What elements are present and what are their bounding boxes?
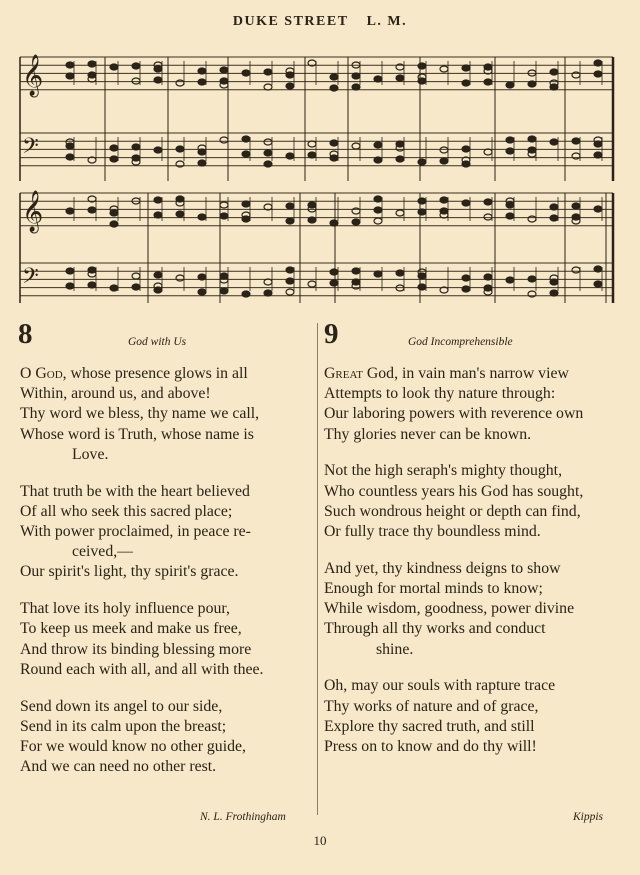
note-head (88, 61, 96, 67)
note-head (374, 218, 382, 224)
verse-line: Our laboring powers with reverence own (324, 405, 584, 423)
note-head (176, 196, 184, 202)
verse-line: Oh, may our souls with rapture trace (324, 677, 556, 695)
note-head (176, 211, 184, 217)
note-head (242, 70, 250, 76)
note-head (286, 203, 294, 209)
verse-line: Send in its calm upon the breast; (20, 717, 227, 735)
stanza (324, 559, 616, 660)
bass-clef-icon: 𝄢 (22, 134, 39, 164)
verse-line: That love its holy influence pour, (20, 600, 230, 618)
note-head (506, 148, 514, 154)
note-head (66, 268, 74, 274)
note-head (528, 147, 536, 153)
verse-line: Round each with all, and all with thee. (20, 660, 264, 678)
note-head (308, 141, 316, 147)
note-head (462, 80, 470, 86)
note-head (176, 275, 184, 281)
note-head (550, 69, 558, 75)
verse-line: Great God, in vain man's narrow view (324, 365, 569, 382)
note-head (264, 139, 272, 145)
note-head (110, 64, 118, 70)
note-head (308, 152, 316, 158)
note-head (132, 144, 140, 150)
note-head (374, 142, 382, 148)
note-head (594, 60, 602, 66)
note-head (396, 75, 404, 81)
note-head (308, 281, 316, 287)
verse-line: Enough for mortal minds to know; (324, 580, 543, 598)
note-head (308, 217, 316, 223)
note-head (418, 284, 426, 290)
music-score (0, 0, 640, 310)
verse-line: And yet, thy kindness deigns to show (324, 559, 561, 577)
treble-clef-icon: 𝄞 (22, 55, 44, 96)
note-head (374, 207, 382, 213)
note-head (352, 73, 360, 79)
note-head (242, 136, 250, 142)
verse-line: Press on to know and do thy will! (324, 738, 537, 756)
note-head (418, 159, 426, 165)
note-head (154, 212, 162, 218)
note-head (550, 215, 558, 221)
note-head (572, 203, 580, 209)
note-head (66, 208, 74, 214)
note-head (264, 161, 272, 167)
column-divider (317, 323, 318, 815)
note-head (220, 78, 228, 84)
hymn-9-author: Kippis (573, 811, 604, 823)
note-head (132, 155, 140, 161)
note-head (88, 282, 96, 288)
page-number: 10 (313, 833, 327, 848)
note-head (528, 81, 536, 87)
note-head (242, 201, 250, 207)
note-head (396, 156, 404, 162)
hymn-8-text (20, 364, 312, 794)
note-head (550, 139, 558, 145)
note-head (528, 276, 536, 282)
note-head (528, 136, 536, 142)
note-head (132, 273, 140, 279)
verse-line: Or fully trace thy boundless mind. (324, 523, 541, 541)
note-head (154, 197, 162, 203)
note-head (110, 285, 118, 291)
note-head (198, 68, 206, 74)
note-head (440, 197, 448, 203)
note-head (572, 214, 580, 220)
note-head (88, 267, 96, 273)
note-head (176, 146, 184, 152)
note-head (132, 284, 140, 290)
note-head (88, 72, 96, 78)
note-head (264, 84, 272, 90)
note-head (220, 273, 228, 279)
note-head (374, 157, 382, 163)
note-head (154, 147, 162, 153)
tune-name: DUKE STREET (232, 14, 349, 29)
note-head (330, 280, 338, 286)
treble-clef-icon: 𝄞 (22, 191, 44, 232)
note-head (484, 64, 492, 70)
note-head (572, 138, 580, 144)
verse-line: O God, whose presence glows in all (20, 365, 248, 382)
note-head (594, 71, 602, 77)
note-head (440, 158, 448, 164)
note-head (374, 271, 382, 277)
note-head (220, 202, 228, 208)
hymn-number-8: 8 (18, 318, 33, 350)
note-head (198, 214, 206, 220)
note-head (66, 73, 74, 79)
note-head (88, 207, 96, 213)
note-head (66, 283, 74, 289)
verse-line: Of all who seek this sacred place; (20, 502, 233, 520)
note-head (66, 154, 74, 160)
note-head (198, 160, 206, 166)
note-head (462, 65, 470, 71)
hymn-8-author: N. L. Frothingham (200, 811, 286, 823)
note-head (484, 285, 492, 291)
hymn-number-9: 9 (324, 318, 339, 350)
note-head (396, 210, 404, 216)
note-head (220, 67, 228, 73)
verse-line: With power proclaimed, in peace re- (20, 523, 251, 541)
verse-line: Our spirit's light, thy spirit's grace. (20, 563, 239, 581)
note-head (198, 274, 206, 280)
note-head (176, 80, 184, 86)
verse-line: Not the high seraph's mighty thought, (324, 462, 563, 480)
note-head (572, 267, 580, 273)
note-head (506, 137, 514, 143)
note-head (220, 213, 228, 219)
note-head (198, 79, 206, 85)
note-head (396, 270, 404, 276)
verse-line: Such wondrous height or depth can find, (324, 502, 581, 520)
note-head (484, 214, 492, 220)
note-head (264, 290, 272, 296)
note-head (330, 85, 338, 91)
verse-line: ceived,— (72, 543, 133, 561)
verse-line: That truth be with the heart believed (20, 482, 250, 500)
note-head (110, 221, 118, 227)
hymn-subtitle-9: God Incomprehensible (408, 336, 513, 348)
note-head (594, 266, 602, 272)
note-head (440, 66, 448, 72)
note-head (528, 216, 536, 222)
note-head (484, 199, 492, 205)
note-head (594, 152, 602, 158)
note-head (462, 146, 470, 152)
stanza (20, 697, 312, 778)
note-head (286, 153, 294, 159)
note-head (330, 74, 338, 80)
note-head (506, 82, 514, 88)
note-head (352, 279, 360, 285)
verse-line: While wisdom, goodness, power divine (324, 600, 575, 618)
verse-line: Thy works of nature and of grace, (324, 697, 539, 715)
verse-line: Thy word we bless, thy name we call, (20, 405, 260, 423)
tune-meter: L. M. (366, 14, 408, 29)
note-head (330, 220, 338, 226)
stanza (324, 461, 616, 542)
bass-clef-icon: 𝄢 (22, 264, 39, 294)
note-head (220, 288, 228, 294)
note-head (286, 289, 294, 295)
note-head (286, 267, 294, 273)
stanza (20, 364, 312, 465)
verse-line: Thy glories never can be known. (324, 425, 532, 443)
verse-line: For we would know no other guide, (20, 738, 246, 756)
note-head (418, 63, 426, 69)
hymn-subtitle-8: God with Us (128, 336, 187, 348)
verse-line: To keep us meek and make us free, (20, 620, 242, 638)
note-head (352, 84, 360, 90)
note-head (462, 200, 470, 206)
note-head (330, 269, 338, 275)
note-head (374, 196, 382, 202)
note-head (286, 218, 294, 224)
verse-line: Send down its angel to our side, (20, 697, 223, 715)
note-head (154, 272, 162, 278)
note-head (220, 137, 228, 143)
note-head (506, 213, 514, 219)
verse-line: Love. (72, 445, 109, 463)
note-head (110, 156, 118, 162)
note-head (550, 290, 558, 296)
note-head (132, 78, 140, 84)
note-head (154, 77, 162, 83)
verse-line: Whose word is Truth, whose name is (20, 425, 254, 443)
note-head (594, 281, 602, 287)
note-head (286, 83, 294, 89)
note-head (242, 151, 250, 157)
note-head (418, 209, 426, 215)
verse-line: And we can need no other rest. (20, 758, 217, 776)
hymn-9-text (324, 364, 616, 774)
note-head (440, 208, 448, 214)
verse-line: Attempts to look thy nature through: (324, 385, 556, 403)
note-head (418, 198, 426, 204)
note-head (264, 150, 272, 156)
note-head (198, 289, 206, 295)
note-head (374, 76, 382, 82)
note-head (308, 202, 316, 208)
stanza (20, 599, 312, 680)
note-head (352, 143, 360, 149)
verse-line: Explore thy sacred truth, and still (324, 717, 535, 735)
verse-line: shine. (376, 640, 414, 658)
verse-line: Who countless years his God has sought, (324, 482, 584, 500)
note-head (484, 79, 492, 85)
note-head (550, 204, 558, 210)
stanza (20, 482, 312, 583)
note-head (242, 291, 250, 297)
verse-line: And throw its binding blessing more (20, 640, 252, 658)
note-head (594, 206, 602, 212)
note-head (352, 219, 360, 225)
note-head (352, 268, 360, 274)
note-head (66, 62, 74, 68)
verse-line: Through all thy works and conduct (324, 620, 546, 638)
note-head (264, 69, 272, 75)
note-head (462, 286, 470, 292)
note-head (506, 277, 514, 283)
note-head (110, 145, 118, 151)
note-head (286, 278, 294, 284)
stanza (324, 676, 616, 757)
note-head (484, 274, 492, 280)
note-head (440, 147, 448, 153)
note-head (396, 141, 404, 147)
stanza (324, 364, 616, 445)
verse-line: Within, around us, and above! (20, 385, 211, 403)
note-head (330, 140, 338, 146)
note-head (132, 63, 140, 69)
note-head (462, 275, 470, 281)
